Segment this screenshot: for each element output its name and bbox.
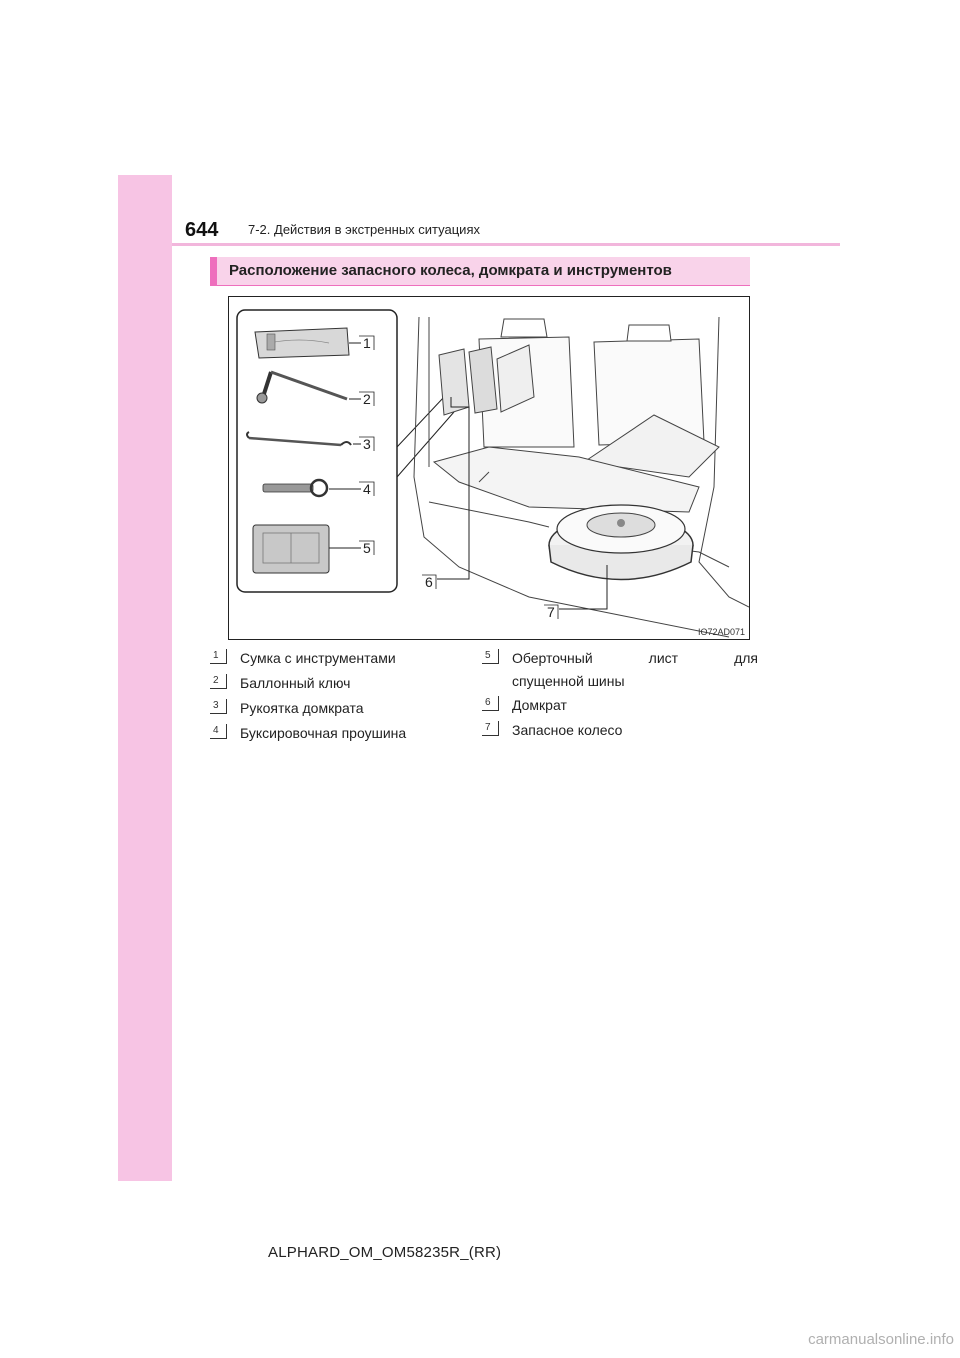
watermark: carmanualsonline.info [808,1331,954,1348]
legend-label: Баллонный ключ [240,675,351,691]
tire-wrap-sheet-icon [253,525,329,573]
callout-5: 5 [363,540,371,556]
callout-7: 7 [547,604,555,620]
callout-3: 3 [363,436,371,452]
legend-number: 7 [482,721,499,736]
callout-6: 6 [425,574,433,590]
subsection-title: Расположение запасного колеса, домкрата и инструментов [229,262,672,279]
illustration-drawing [229,297,749,639]
legend-number: 6 [482,696,499,711]
legend-number: 2 [210,674,227,689]
subheader-rule [210,285,750,286]
subsection-header [210,257,750,285]
page-number: 644 [185,219,219,241]
page-sidebar-tab [118,175,172,1181]
callout-1: 1 [363,335,371,351]
legend-item [210,722,460,745]
callout-4: 4 [363,481,371,497]
legend-item [482,694,752,717]
legend-item [210,672,460,695]
header-rule [172,243,840,246]
legend-item [482,647,758,693]
legend-label: Запасное колесо [512,722,623,738]
section-title: 7-2. Действия в экстренных ситуациях [248,222,480,237]
legend-number: 3 [210,699,227,714]
legend-number: 1 [210,649,227,664]
legend-label: Оберточный лист для [512,650,758,666]
figure-code: IO72AD071 [697,627,745,637]
legend-label-continued: спущенной шины [512,673,625,689]
legend-label: Буксировочная проушина [240,725,407,741]
legend-item [482,719,752,742]
cargo-area-drawing [414,317,749,637]
legend-label: Сумка с инструментами [240,650,396,666]
legend-number: 5 [482,649,499,664]
legend-label: Рукоятка домкрата [240,700,364,716]
document-id-footer: ALPHARD_OM_OM58235R_(RR) [268,1244,502,1261]
legend-label: Домкрат [512,697,567,713]
spare-tire-drawing [549,505,693,580]
legend-number: 4 [210,724,227,739]
legend-item [210,647,460,670]
callout-2: 2 [363,391,371,407]
legend-item [210,697,460,720]
spare-tire-illustration [228,296,750,640]
